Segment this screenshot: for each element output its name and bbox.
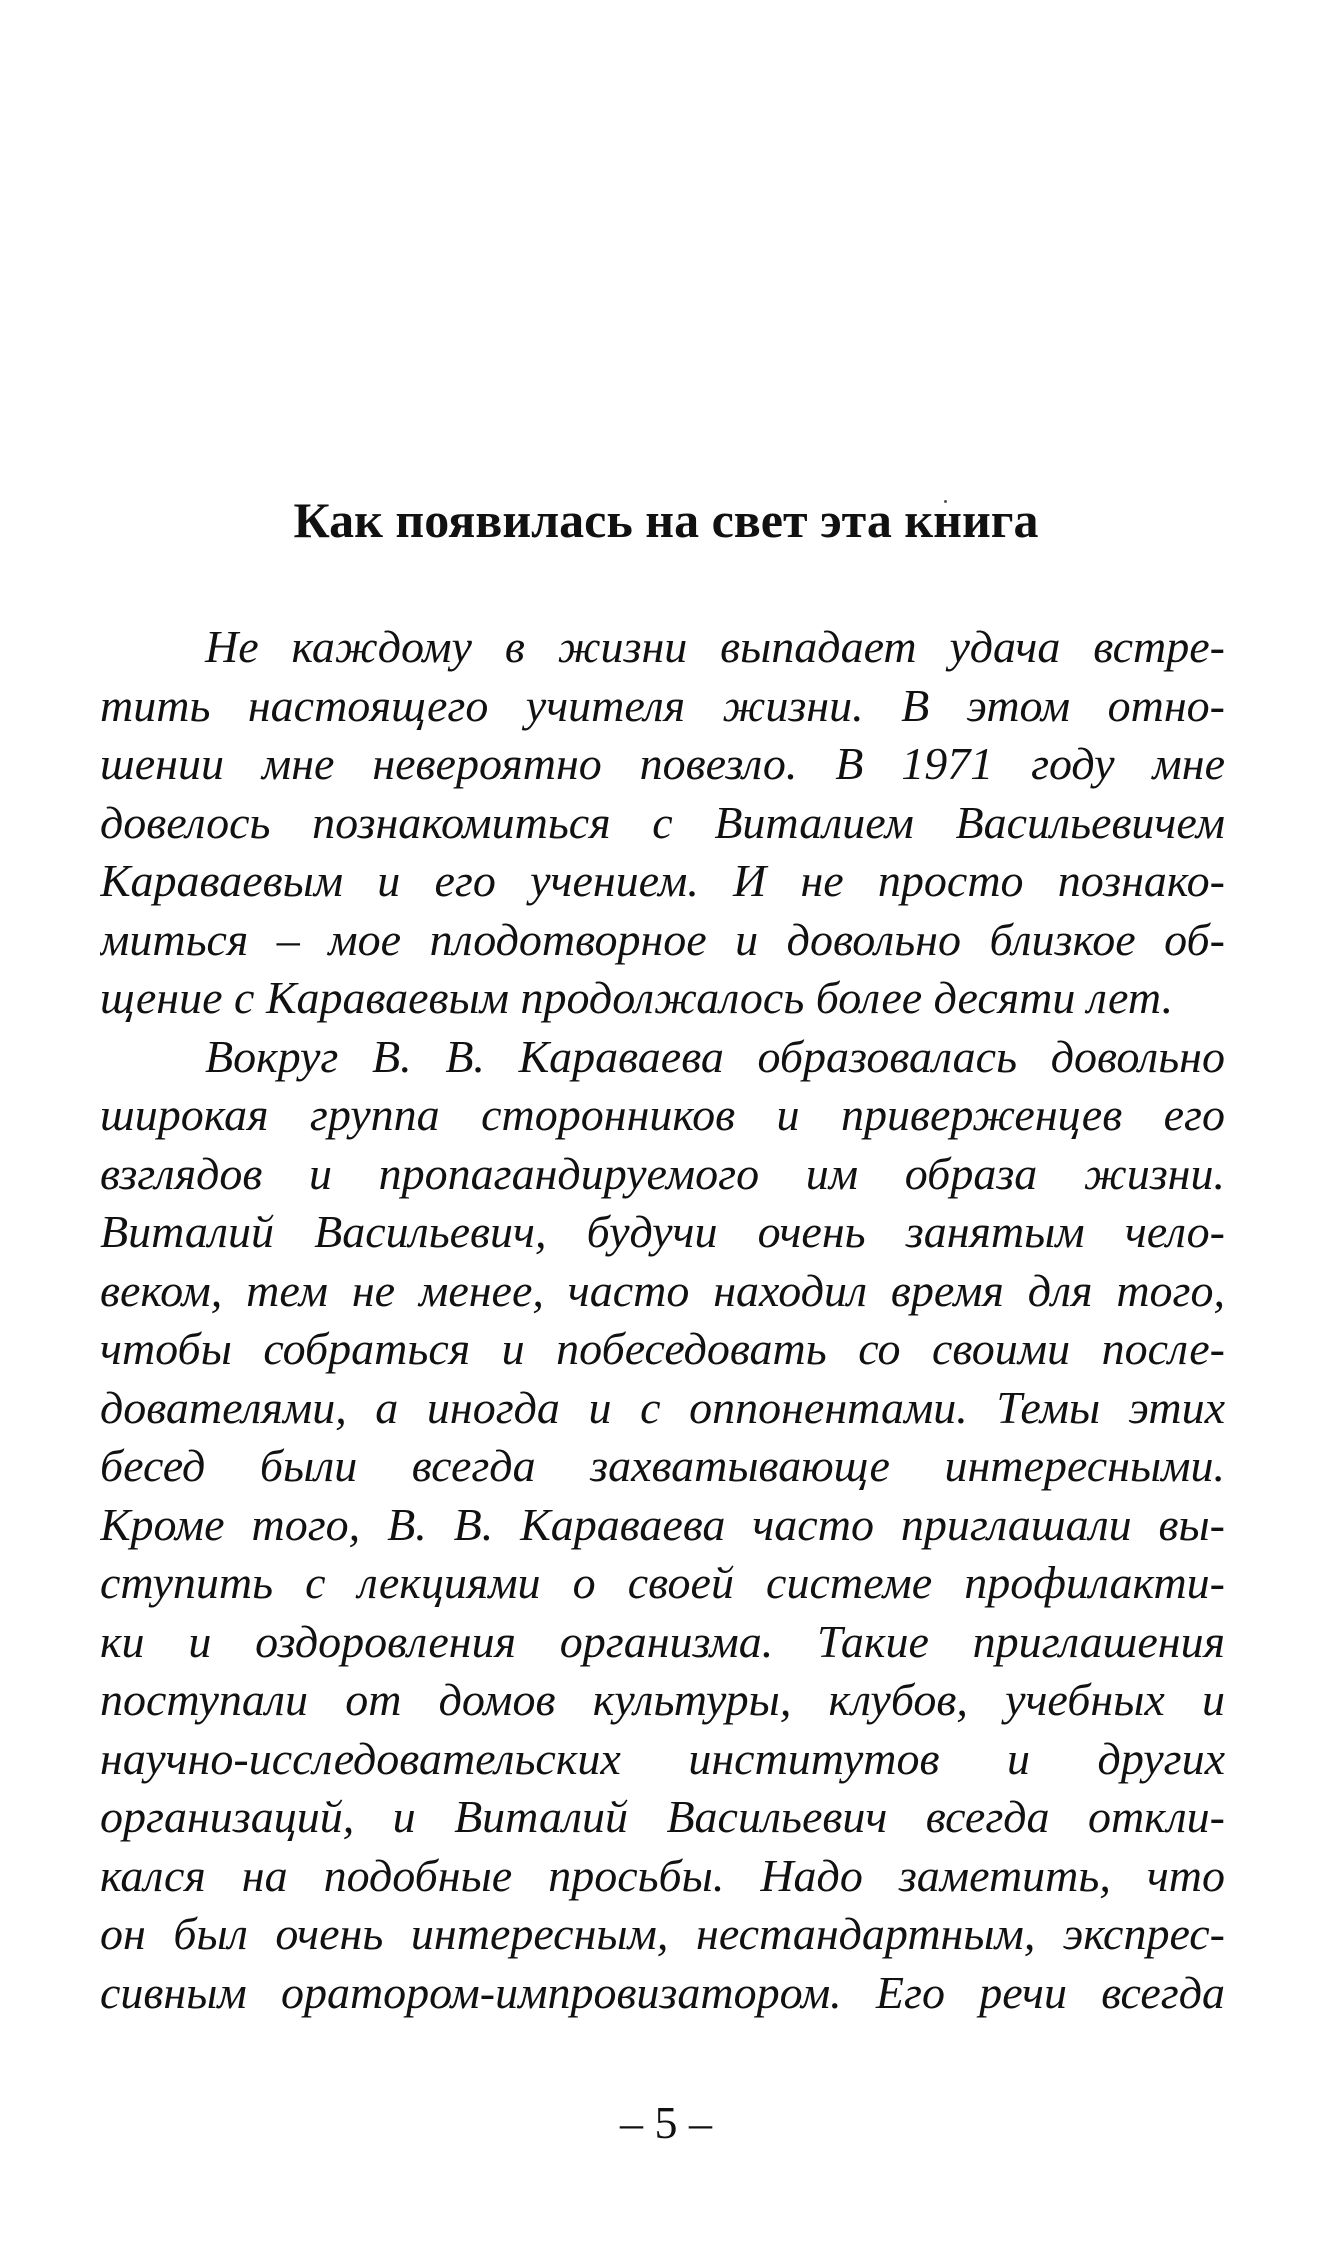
- text-line: ступить с лекциями о своей системе профилакти-: [100, 1557, 1225, 1608]
- text-line: поступали от домов культуры, клубов, учебных и: [100, 1674, 1225, 1725]
- text-line: кался на подобные просьбы. Надо заметить, что: [100, 1849, 1225, 1901]
- text-line: Кроме того, В. В. Караваева часто приглашали вы-: [100, 1498, 1225, 1550]
- text-line: веком, тем не менее, часто находил время для того,: [100, 1264, 1225, 1316]
- text-line: щение с Караваевым продолжалось более десяти лет.: [100, 972, 1174, 1023]
- text-line: миться – мое плодотворное и довольно близкое об-: [100, 913, 1225, 965]
- text-line: Виталий Васильевич, будучи очень занятым чело-: [100, 1206, 1225, 1257]
- text-line: тить настоящего учителя жизни. В этом отно-: [100, 679, 1225, 731]
- chapter-title: Как появилась на свет эта книга: [293, 492, 1039, 548]
- text-line: шении мне невероятно повезло. В 1971 году мне: [100, 738, 1225, 789]
- text-line: сивным оратором-импровизатором. Его речи всегда: [100, 1966, 1225, 2018]
- body-text: [100, 618, 1225, 2022]
- text-line: Вокруг В. В. Караваева образовалась довольно: [205, 1030, 1225, 1082]
- text-line: довелось познакомиться с Виталием Васильевичем: [100, 796, 1225, 848]
- text-line: широкая группа сторонников и приверженцев его: [100, 1089, 1225, 1140]
- page-number: – 5 –: [620, 2097, 712, 2148]
- text-line: организаций, и Виталий Васильевич всегда откли-: [100, 1791, 1225, 1842]
- text-line: чтобы собраться и побеседовать со своими после-: [100, 1323, 1225, 1374]
- text-line: ки и оздоровления организма. Такие приглашения: [100, 1615, 1225, 1667]
- text-line: взглядов и пропагандируемого им образа жизни.: [100, 1147, 1225, 1199]
- text-line: Не каждому в жизни выпадает удача встре-: [205, 621, 1225, 672]
- text-line: Караваевым и его учением. И не просто познако-: [100, 855, 1225, 906]
- text-line: бесед были всегда захватывающе интересными.: [100, 1440, 1225, 1491]
- text-line: он был очень интересным, нестандартным, экспрес-: [100, 1908, 1225, 1959]
- text-line: дователями, а иногда и с оппонентами. Темы этих: [100, 1381, 1225, 1433]
- text-line: научно-исследовательских институтов и других: [100, 1732, 1225, 1784]
